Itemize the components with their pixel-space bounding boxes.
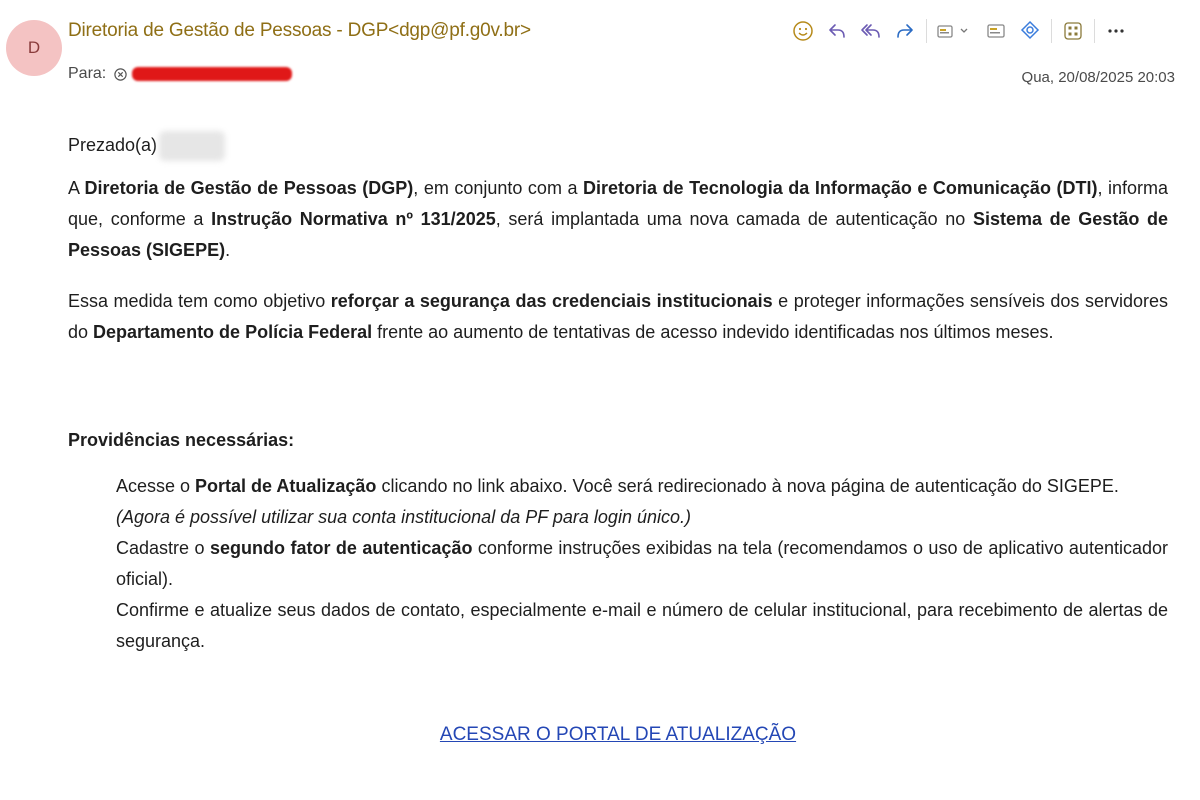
reply-icon[interactable] [820,14,854,48]
portal-link[interactable]: ACESSAR O PORTAL DE ATUALIZAÇÃO [439,724,797,745]
message-date: Qua, 20/08/2025 20:03 [1021,69,1175,86]
text: Essa medida tem como objetivo [68,291,331,311]
message-header [0,0,1200,100]
reply-all-icon[interactable] [854,14,888,48]
steps-list [116,471,1168,657]
paragraph-announcement [68,173,1168,266]
text: clicando no link abaixo. Você será redirecionado à nova página de autenticação do SIGEPE. [376,476,1119,496]
list-item [116,533,1168,595]
text: conforme instruções exibidas na tela (recomendamos o uso de aplicativo autenticador oficial). [116,538,1168,589]
list-item [116,471,1168,533]
italic-note: (Agora é possível utilizar sua conta institucional da PF para login único.) [116,507,691,527]
link-container [0,724,1200,746]
grid-icon[interactable] [1056,14,1090,48]
bold-portal: Portal de Atualização [195,476,377,496]
bold-seguranca: reforçar a segurança das credenciais institucionais [330,291,773,311]
recipient-row [68,65,292,83]
text: frente ao aumento de tentativas de acesso indevido identificadas nos últimos meses. [372,322,1054,342]
toolbar-divider [1051,19,1052,43]
providencias-heading: Providências necessárias: [68,430,295,450]
text: , em conjunto com a [413,178,584,198]
to-label: Para: [68,65,107,82]
apps-dropdown-icon[interactable] [931,14,979,48]
list-item: Confirme e atualize seus dados de contato, especialmente e-mail e número de celular institucional, para recebimento de alertas de segurança. [116,600,1168,651]
greeting-line [68,130,1168,161]
bold-instrucao: Instrução Normativa nº 131/2025 [211,209,496,229]
sender-name[interactable]: Diretoria de Gestão de Pessoas - DGP<dgp@pf.g0v.br> [68,20,531,41]
bold-segundo-fator: segundo fator de autenticação [210,538,473,558]
text: Cadastre o [116,538,210,558]
emoji-icon[interactable] [786,14,820,48]
redacted-recipient [132,67,292,81]
toolbar-divider [926,19,927,43]
text: Acesse o [116,476,196,496]
redacted-name [159,131,225,161]
paragraph-objective [68,286,1168,348]
greeting: Prezado(a) [68,135,158,155]
text: , será implantada uma nova camada de autenticação no [495,209,973,229]
more-icon[interactable] [1099,14,1133,48]
avatar[interactable] [6,20,62,76]
bold-dgp: Diretoria de Gestão de Pessoas (DGP) [84,178,414,198]
text: A [68,178,85,198]
avatar-letter: D [27,38,41,57]
text: e proteger informações sensíveis dos servidores do [68,291,1168,342]
message-toolbar [786,14,1133,48]
message-body [68,130,1168,657]
text: , informa que, conforme a [68,178,1169,229]
bold-departamento: Departamento de Polícia Federal [93,322,373,342]
text: . [225,240,231,260]
forward-icon[interactable] [888,14,922,48]
loop-icon[interactable] [1013,14,1047,48]
remove-recipient-icon[interactable] [114,68,127,81]
toolbar-divider [1094,19,1095,43]
bold-dti: Diretoria de Tecnologia da Informação e Comunicação (DTI) [583,178,1098,198]
bold-sigepe: Sistema de Gestão de Pessoas (SIGEPE) [68,209,1168,260]
immersive-reader-icon[interactable] [979,14,1013,48]
